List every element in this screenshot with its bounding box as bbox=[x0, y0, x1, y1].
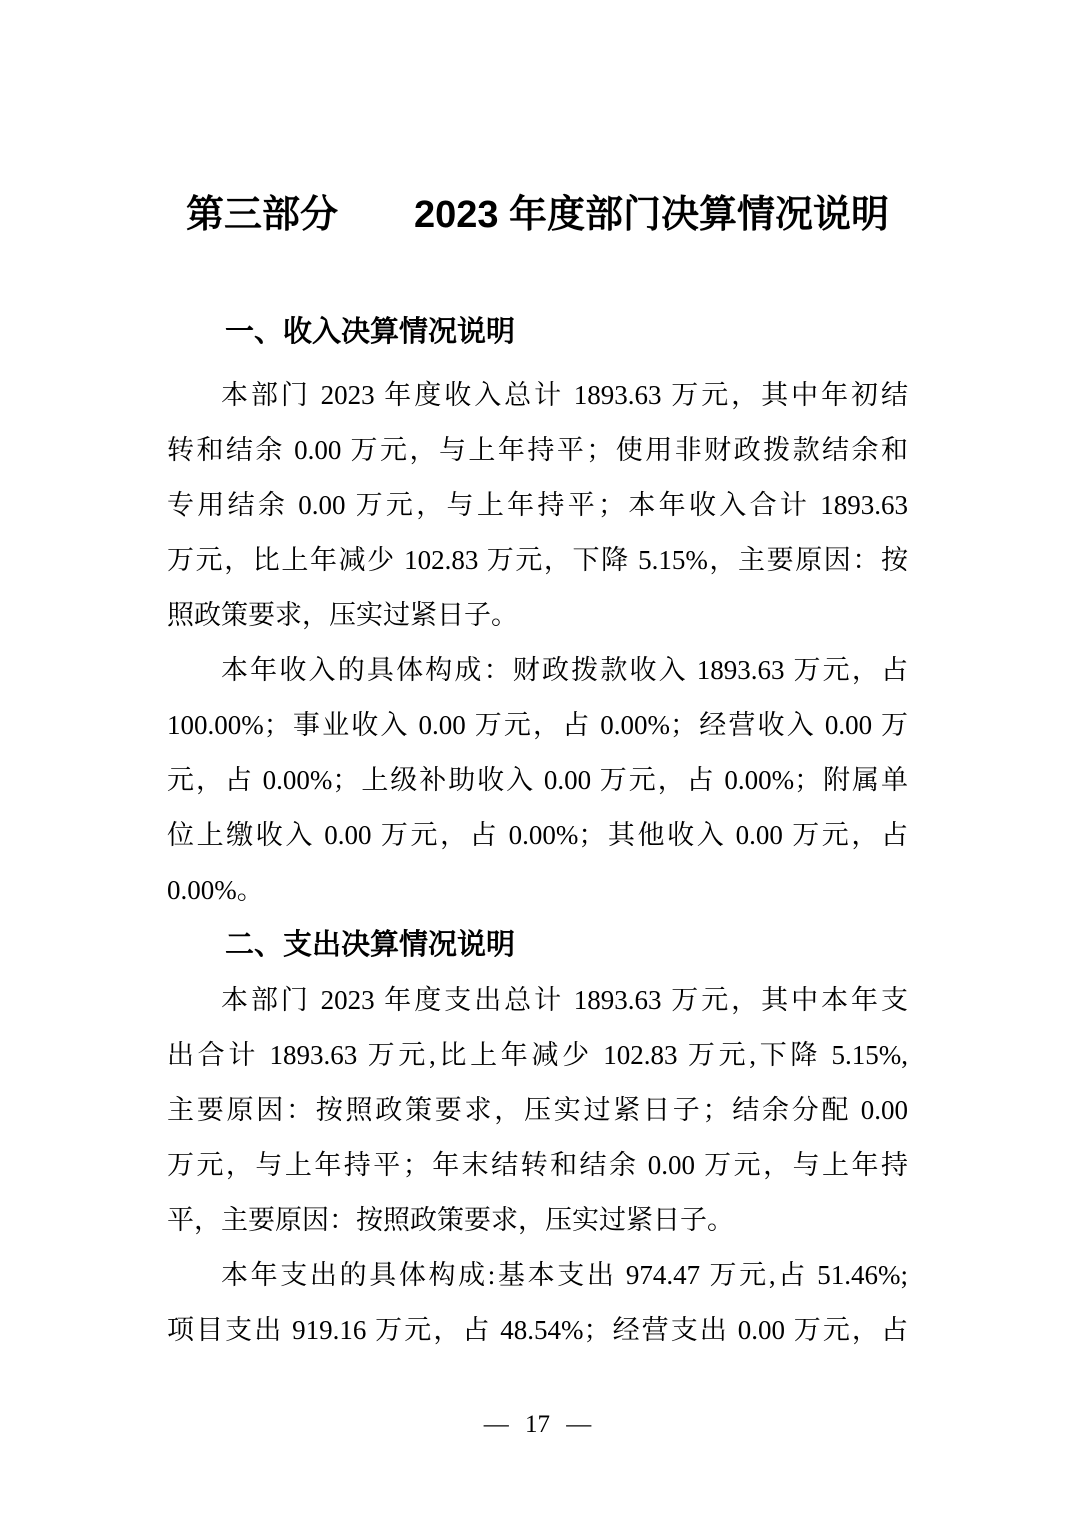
paragraph-income-total bbox=[167, 368, 908, 643]
text-line: 100.00%；事业收入 0.00 万元，占 0.00%；经营收入 0.00 万 bbox=[167, 710, 908, 740]
section-heading-expenditure: 二、支出决算情况说明 bbox=[225, 929, 516, 961]
text-line: 本部门 2023 年度支出总计 1893.63 万元，其中本年支 bbox=[221, 985, 908, 1015]
text-line: 万元，比上年减少 102.83 万元，下降 5.15%，主要原因：按 bbox=[167, 545, 908, 575]
text-line: 位上缴收入 0.00 万元，占 0.00%；其他收入 0.00 万元，占 bbox=[167, 820, 908, 850]
doc-title: 第三部分 2023 年度部门决算情况说明 bbox=[185, 194, 890, 236]
text-line: 主要原因：按照政策要求，压实过紧日子；结余分配 0.00 bbox=[167, 1095, 908, 1125]
paragraph-expenditure-total bbox=[167, 973, 908, 1248]
paragraph-income-composition bbox=[167, 643, 908, 918]
text-line: 平，主要原因：按照政策要求，压实过紧日子。 bbox=[167, 1205, 734, 1235]
text-line: 元，占 0.00%；上级补助收入 0.00 万元，占 0.00%；附属单 bbox=[167, 765, 908, 795]
text-line: 出合计 1893.63 万元,比上年减少 102.83 万元,下降 5.15%, bbox=[167, 1040, 908, 1070]
text-line: 转和结余 0.00 万元，与上年持平；使用非财政拨款结余和 bbox=[167, 435, 908, 465]
text-line: 项目支出 919.16 万元，占 48.54%；经营支出 0.00 万元，占 bbox=[167, 1315, 908, 1345]
text-line: 万元，与上年持平；年末结转和结余 0.00 万元，与上年持 bbox=[167, 1150, 908, 1180]
text-line: 专用结余 0.00 万元，与上年持平；本年收入合计 1893.63 bbox=[167, 490, 908, 520]
section-heading-income: 一、收入决算情况说明 bbox=[225, 316, 516, 348]
text-line: 本部门 2023 年度收入总计 1893.63 万元，其中年初结 bbox=[221, 380, 908, 410]
text-line: 照政策要求，压实过紧日子。 bbox=[167, 600, 518, 630]
page-footer bbox=[167, 1410, 908, 1440]
text-line: 本年收入的具体构成：财政拨款收入 1893.63 万元，占 bbox=[221, 655, 908, 685]
paragraph-expenditure-composition bbox=[167, 1248, 908, 1358]
text-line: 本年支出的具体构成:基本支出 974.47 万元,占 51.46%; bbox=[221, 1260, 908, 1290]
page-number: — 17 — bbox=[483, 1411, 592, 1438]
text-line: 0.00%。 bbox=[167, 875, 264, 905]
